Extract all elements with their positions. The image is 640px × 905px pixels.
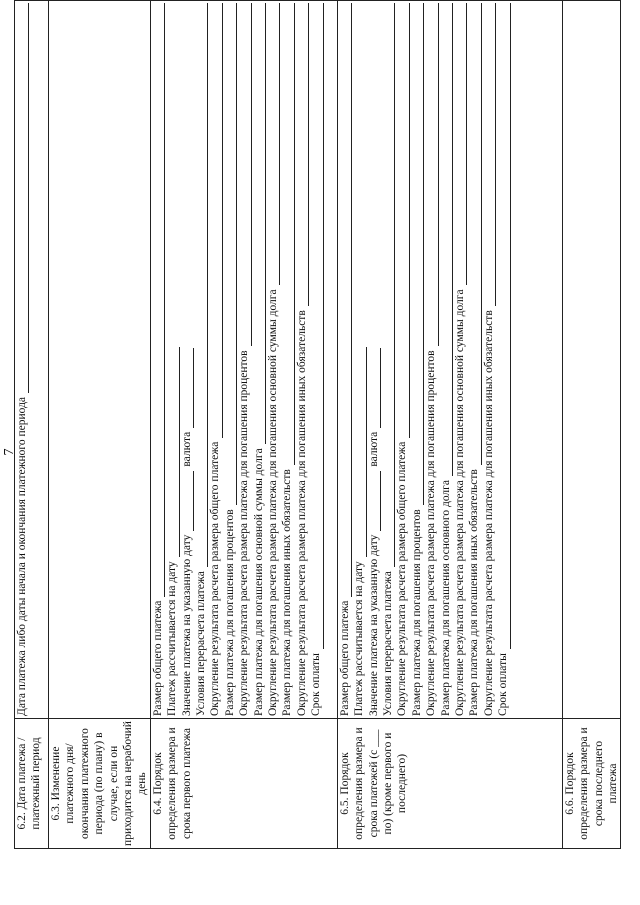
fill-in-blank[interactable] [370, 471, 381, 531]
form-line [266, 3, 280, 716]
line-text: Условия перерасчета платежа [195, 571, 207, 716]
form-line [352, 3, 366, 716]
form-line [237, 3, 251, 716]
row-label: 6.4. Порядок определения размера и срока первого платежа [151, 727, 193, 840]
line-text: Значение платежа на указанную дату [180, 534, 193, 716]
line-text: Размер общего платежа [338, 600, 351, 716]
table-row [337, 1, 562, 849]
fill-in-blank[interactable] [500, 3, 511, 649]
row-label-cell [562, 719, 621, 849]
form-line [482, 3, 496, 716]
line-text: Условия перерасчета платежа [382, 571, 394, 716]
line-text: Округление результата расчета размера платежа для погашения иных обязательств [295, 310, 308, 716]
fill-in-blank[interactable] [154, 3, 165, 597]
fill-in-blank[interactable] [183, 471, 194, 531]
line-text: Округление результата расчета размера платежа для погашения процентов [238, 350, 251, 716]
form-line [165, 3, 179, 716]
table-row [562, 1, 621, 849]
form-line [15, 3, 29, 716]
line-text: Округление результата расчета размера платежа для погашения процентов [425, 350, 438, 716]
line-text: Размер платежа для погашения иных обязательств [281, 469, 294, 716]
form-line [180, 3, 194, 716]
form-line [280, 3, 294, 716]
line-text: Округление результата расчета размера платежа для погашения основной суммы долга [453, 289, 466, 716]
fill-in-blank[interactable] [456, 3, 467, 285]
fill-in-blank[interactable] [370, 348, 381, 428]
row-label: 6.3. Изменение платежного дня/окончания платежного периода (по плану) в случае, если он приходится на нерабочий день [50, 721, 149, 846]
fill-in-blank[interactable] [471, 3, 482, 465]
line-text: Размер платежа для погашения основной суммы долга [252, 448, 265, 716]
form-line [381, 3, 395, 716]
form-line [151, 3, 165, 716]
fill-in-blank[interactable] [341, 3, 352, 597]
fill-in-blank[interactable] [399, 3, 410, 438]
table-row [150, 1, 337, 849]
row-content-cell [15, 1, 49, 719]
page-number: 7 [2, 448, 17, 456]
line-text: Значение платежа на указанную дату [367, 534, 380, 716]
fill-in-blank[interactable] [356, 347, 367, 557]
form-line [194, 3, 208, 716]
line-text: Размер общего платежа [151, 600, 164, 716]
fill-in-blank[interactable] [269, 3, 280, 285]
form-line [410, 3, 424, 716]
form-line [309, 3, 323, 716]
fill-in-blank[interactable] [255, 3, 266, 444]
form-line [439, 3, 453, 716]
line-text: Округление результата расчета размера общего платежа [209, 441, 222, 716]
fill-in-blank[interactable] [241, 3, 252, 346]
line-text: Размер платежа для погашения основного долга [439, 480, 452, 716]
form-line [223, 3, 237, 716]
row-content-cell [562, 1, 621, 719]
line-text: Дата платежа либо даты начала и окончания платежного периода [15, 396, 28, 716]
row-label-cell [15, 719, 49, 849]
row-content-cell [337, 1, 562, 719]
line-text: Платеж рассчитывается на дату [353, 561, 366, 716]
currency-label: валюта [367, 431, 380, 467]
fill-in-blank[interactable] [413, 3, 424, 505]
row-label-cell [337, 719, 562, 849]
fill-in-blank[interactable] [284, 3, 295, 465]
form-line [496, 3, 510, 716]
row-content-cell [49, 1, 151, 719]
fill-in-blank[interactable] [169, 347, 180, 557]
row-label: 6.5. Порядок определения размера и срока платежей (с ___ по) (кроме первого и последнего) [338, 727, 409, 840]
fill-in-blank[interactable] [18, 3, 29, 393]
form-line [252, 3, 266, 716]
currency-label: валюта [180, 431, 193, 467]
fill-in-blank[interactable] [226, 3, 237, 505]
form-line [367, 3, 381, 716]
form-line [467, 3, 481, 716]
fill-in-blank[interactable] [197, 3, 208, 567]
fill-in-blank[interactable] [313, 3, 324, 649]
fill-in-blank[interactable] [428, 3, 439, 346]
row-label: 6.2. Дата платежа / платежный период [16, 737, 43, 830]
fill-in-blank[interactable] [384, 3, 395, 567]
line-text: Размер платежа для погашения процентов [410, 509, 423, 716]
form-line [295, 3, 309, 716]
line-text: Срок оплаты [310, 653, 323, 716]
row-label-cell [150, 719, 337, 849]
table-row [49, 1, 151, 849]
fill-in-blank[interactable] [212, 3, 223, 438]
line-text: Размер платежа для погашения иных обязательств [468, 469, 481, 716]
row-label-cell [49, 719, 151, 849]
fill-in-blank[interactable] [298, 3, 309, 306]
table-row [15, 1, 49, 849]
form-line [208, 3, 222, 716]
row-content-cell [150, 1, 337, 719]
form-line [395, 3, 409, 716]
form-line [424, 3, 438, 716]
line-text: Срок оплаты [497, 653, 510, 716]
line-text: Размер платежа для погашения процентов [223, 509, 236, 716]
line-text: Округление результата расчета размера платежа для погашения основной суммы долга [266, 289, 279, 716]
row-label: 6.6. Порядок определения размера и срока последнего платежа [563, 727, 620, 840]
line-text: Округление результата расчета размера платежа для погашения иных обязательств [482, 310, 495, 716]
fill-in-blank[interactable] [183, 348, 194, 428]
form-line [338, 3, 352, 716]
line-text: Платеж рассчитывается на дату [166, 561, 179, 716]
form-line [453, 3, 467, 716]
fill-in-blank[interactable] [485, 3, 496, 306]
payment-terms-table [14, 0, 621, 849]
line-text: Округление результата расчета размера общего платежа [396, 441, 409, 716]
fill-in-blank[interactable] [442, 3, 453, 476]
